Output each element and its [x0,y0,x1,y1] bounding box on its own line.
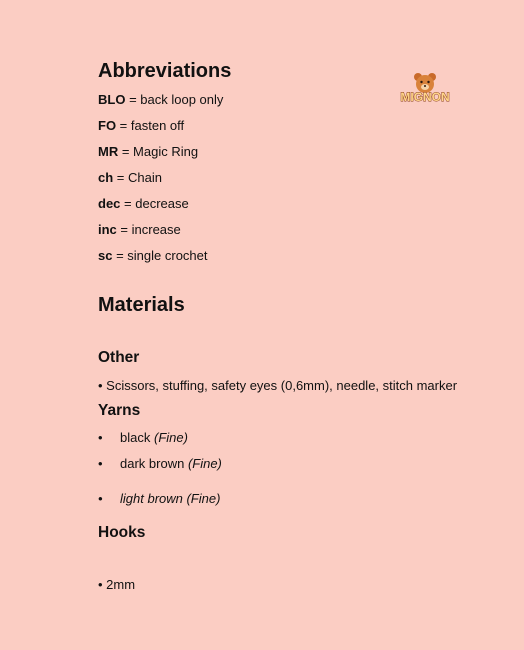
hook-size-text: • 2mm [98,577,136,592]
yarn-item: • light brown (Fine) [98,491,221,506]
abbreviation-item: ch = Chain [98,170,162,185]
mignon-logo [395,68,455,118]
abbreviations-title: Abbreviations [98,60,232,82]
abbreviation-item: FO = fasten off [98,118,185,133]
abbreviation-item: MR = Magic Ring [98,144,199,159]
abbreviation-item: dec = decrease [98,196,189,211]
abbreviation-item: inc = increase [98,222,181,237]
other-materials-text: • Scissors, stuffing, safety eyes (0,6mm), needle, stitch marker [98,378,458,393]
other-heading: Other [98,349,140,366]
yarn-item: • dark brown (Fine) [98,456,222,471]
materials-title: Materials [98,294,185,316]
logo-wordmark: MIGNON [400,90,450,104]
yarn-item: • black (Fine) [98,430,188,445]
hooks-heading: Hooks [98,524,146,541]
abbreviation-item: sc = single crochet [98,248,208,263]
abbreviation-item: BLO = back loop only [98,92,224,107]
yarns-heading: Yarns [98,402,141,419]
